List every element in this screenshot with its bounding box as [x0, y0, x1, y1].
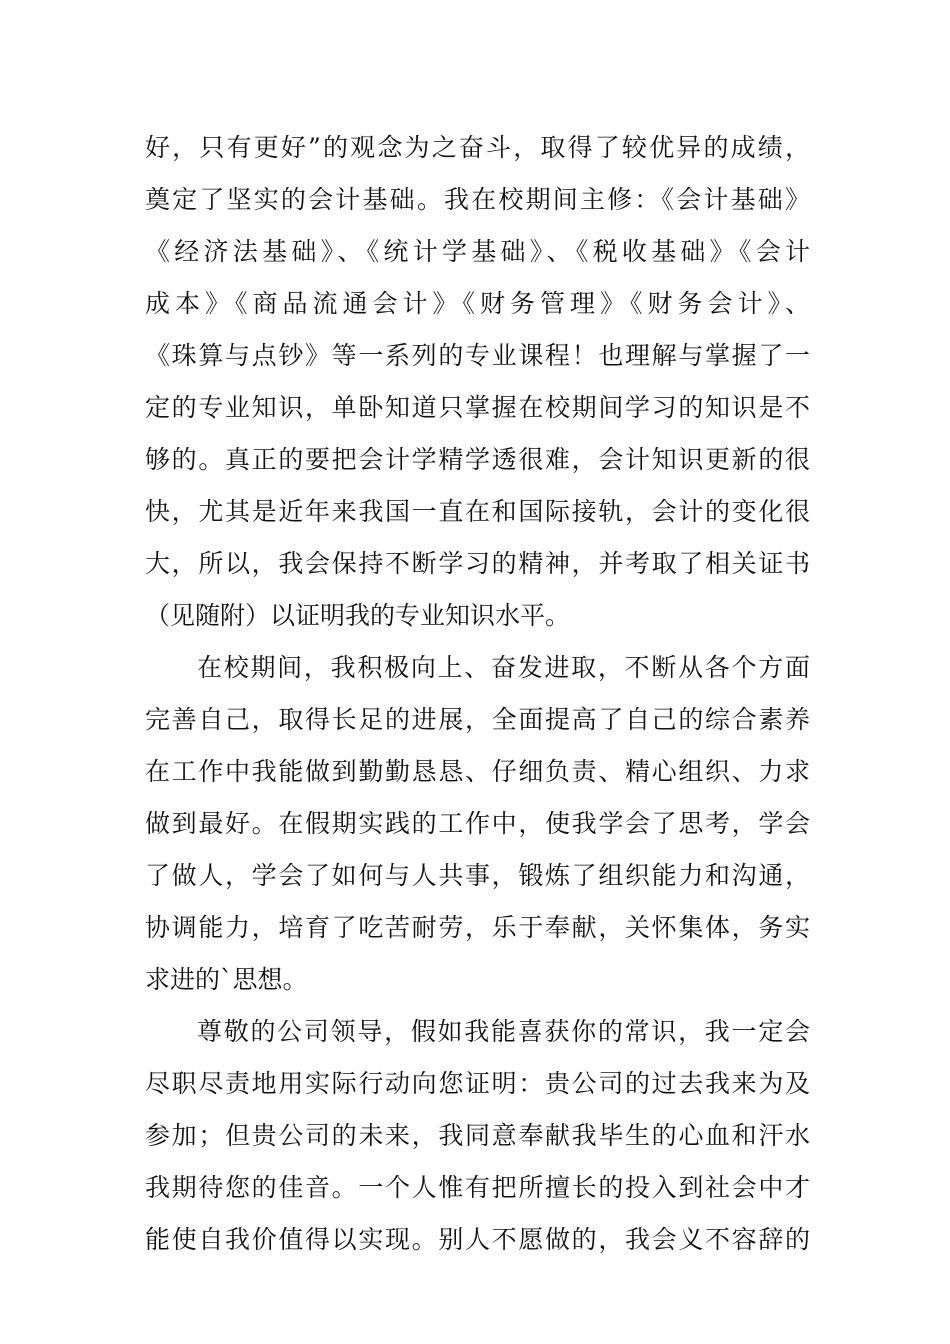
text-line: 我期待您的佳音。一个人惟有把所擅长的投入到社会中才 — [145, 1173, 810, 1202]
text-line: 协调能力，培育了吃苦耐劳，乐于奉献，关怀集体，务实 — [145, 913, 810, 942]
text-line: 《珠算与点钞》等一系列的专业课程！也理解与掌握了一 — [145, 341, 810, 370]
text-line: 能使自我价值得以实现。别人不愿做的，我会义不容辞的 — [145, 1225, 810, 1254]
text-line: 参加；但贵公司的未来，我同意奉献我毕生的心血和汗水 — [145, 1121, 810, 1150]
text-line: 奠定了坚实的会计基础。我在校期间主修：《会计基础》 — [145, 185, 810, 214]
text-line: 做到最好。在假期实践的工作中，使我学会了思考，学会 — [145, 809, 810, 838]
paragraph-first-line: 尊敬的公司领导，假如我能喜获你的常识，我一定会 — [197, 1017, 810, 1046]
text-line: 求进的`思想。 — [145, 965, 308, 994]
text-line: 好，只有更好”的观念为之奋斗，取得了较优异的成绩， — [145, 133, 810, 162]
text-line: 快，尤其是近年来我国一直在和国际接轨，会计的变化很 — [145, 497, 810, 526]
text-line: 在工作中我能做到勤勤恳恳、仔细负责、精心组织、力求 — [145, 757, 810, 786]
text-line: 完善自己，取得长足的进展，全面提高了自己的综合素养 — [145, 705, 810, 734]
text-line: 了做人，学会了如何与人共事，锻炼了组织能力和沟通， — [145, 861, 810, 890]
text-line: 《经济法基础》、《统计学基础》、《税收基础》《会计 — [145, 237, 810, 266]
text-line: 成本》《商品流通会计》《财务管理》《财务会计》、 — [145, 289, 810, 318]
body-text — [145, 122, 810, 1266]
text-line: 够的。真正的要把会计学精学透很难，会计知识更新的很 — [145, 445, 810, 474]
text-line: （见随附）以证明我的专业知识水平。 — [145, 601, 571, 630]
paragraph-first-line: 在校期间，我积极向上、奋发进取，不断从各个方面 — [197, 653, 810, 682]
text-line: 尽职尽责地用实际行动向您证明：贵公司的过去我来为及 — [145, 1069, 810, 1098]
text-line: 大，所以，我会保持不断学习的精神，并考取了相关证书 — [145, 549, 810, 578]
text-line: 定的专业知识，单卧知道只掌握在校期间学习的知识是不 — [145, 393, 810, 422]
